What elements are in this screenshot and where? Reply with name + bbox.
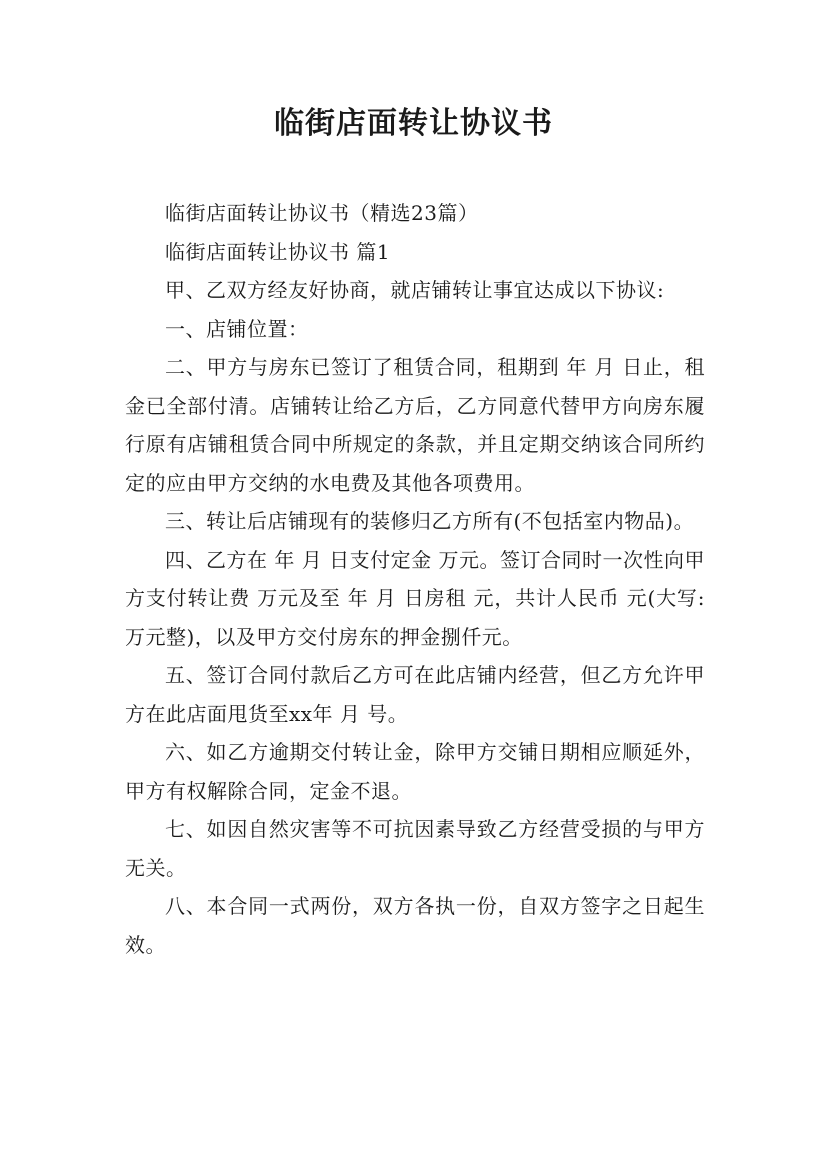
clause-3-paragraph: 三、转让后店铺现有的装修归乙方所有(不包括室内物品)。 [165, 509, 695, 533]
clause-2-paragraph: 二、甲方与房东已签订了租赁合同，租期到 年 月 日止，租金已全部付清。店铺转让给乙方后，乙方同意代替甲方向房东履行原有店铺租赁合同中所规定的条款，并且定期交纳该合同所约定的应由甲方交纳的水电费及其他各项费用。 [125, 355, 705, 495]
clause-6-paragraph: 六、如乙方逾期交付转让金，除甲方交铺日期相应顺延外，甲方有权解除合同，定金不退。 [125, 740, 705, 803]
clause-5-paragraph: 五、签订合同付款后乙方可在此店铺内经营，但乙方允许甲方在此店面甩货至xx年 月 号。 [125, 663, 705, 726]
clause-7-paragraph: 七、如因自然灾害等不可抗因素导致乙方经营受损的与甲方无关。 [125, 817, 705, 880]
clause-4-paragraph: 四、乙方在 年 月 日支付定金 万元。签订合同时一次性向甲方支付转让费 万元及至 年 月 日房租 元，共计人民币 元(大写: 万元整)，以及甲方交付房东的押金捌仟元。 [125, 547, 705, 649]
document-title: 临街店面转让协议书 [274, 106, 553, 141]
section-heading-paragraph: 临街店面转让协议书 篇1 [165, 239, 391, 264]
clause-1-paragraph: 一、店铺位置： [165, 316, 309, 341]
subtitle-paragraph: 临街店面转让协议书（精选23篇） [165, 201, 479, 225]
document-body [125, 194, 705, 964]
clause-8-paragraph: 八、本合同一式两份，双方各执一份，自双方签字之日起生效。 [125, 894, 705, 957]
intro-paragraph: 甲、乙双方经友好协商，就店铺转让事宜达成以下协议: [165, 278, 665, 302]
